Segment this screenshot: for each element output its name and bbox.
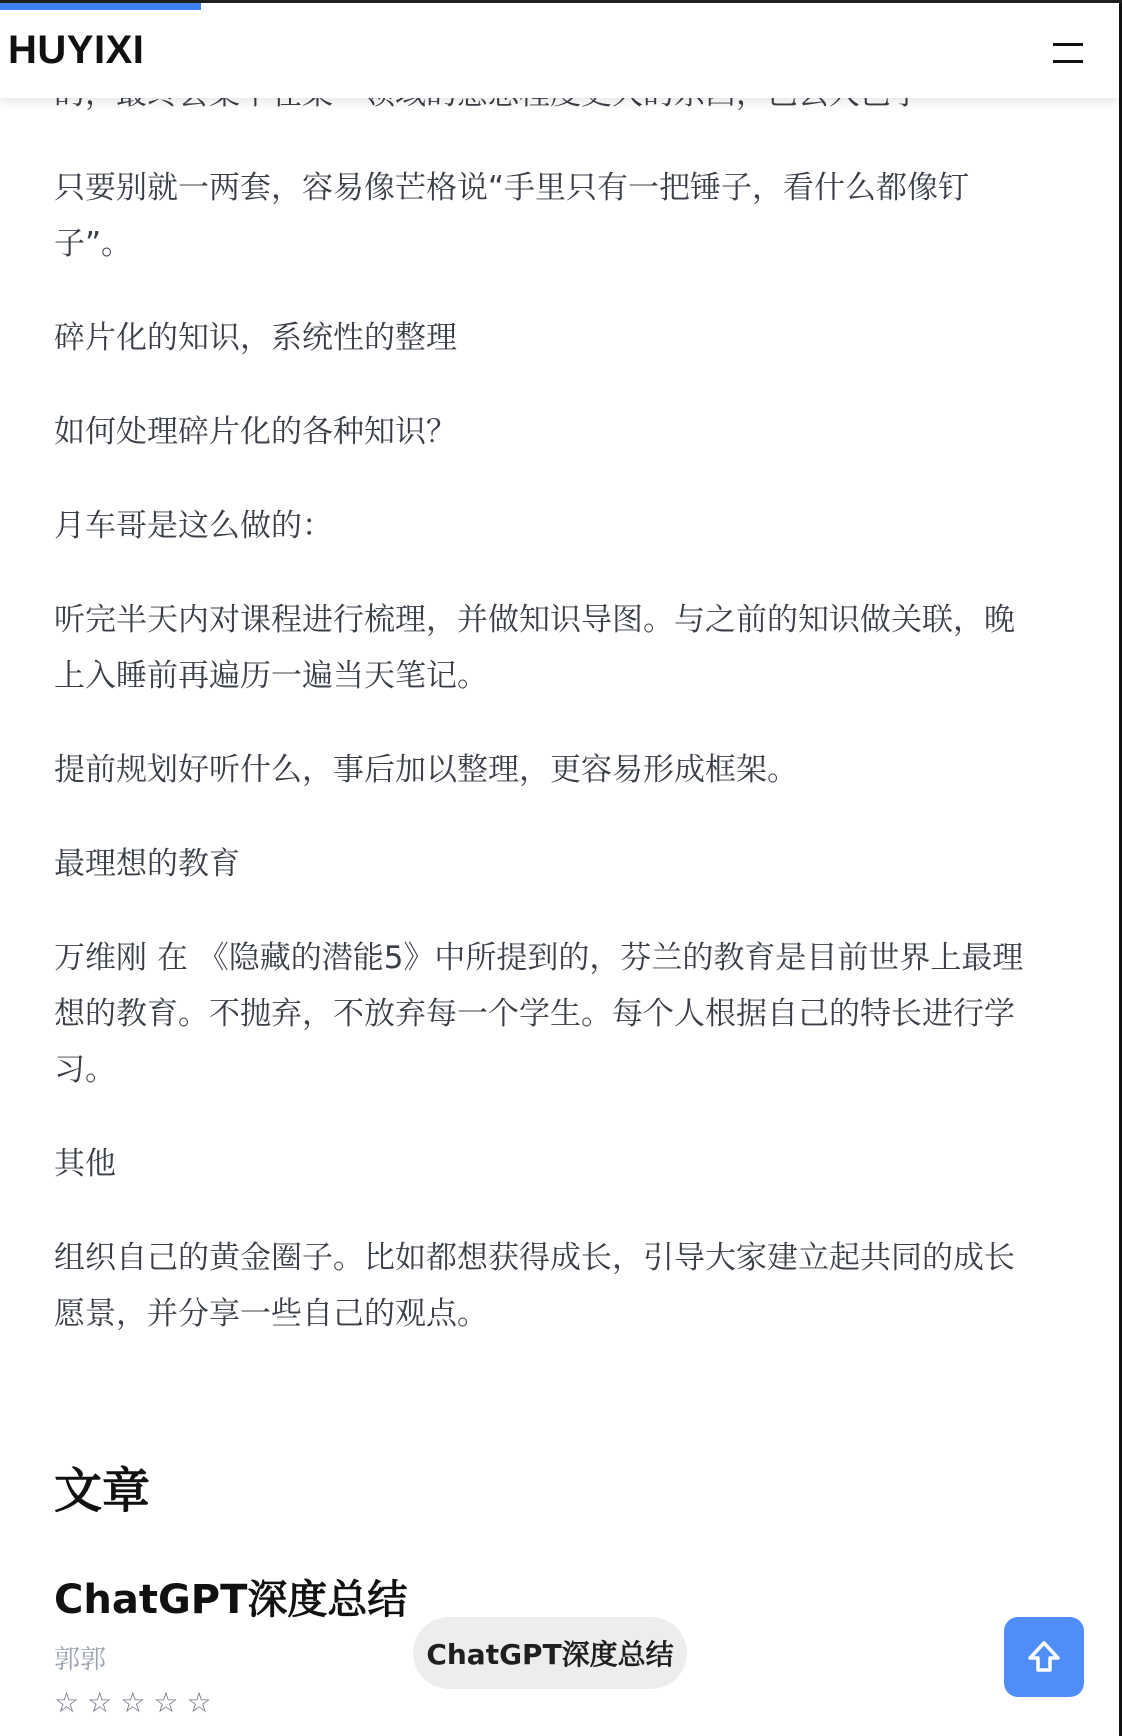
star-icon[interactable]: ☆ (87, 1686, 121, 1719)
star-icon[interactable]: ☆ (153, 1686, 187, 1719)
site-header (0, 10, 1119, 98)
site-logo[interactable]: HUYIXI (8, 28, 145, 72)
reading-progress-fill (0, 3, 201, 10)
paragraph: 万维刚 在 《隐藏的潜能5》中所提到的，芬兰的教育是目前世界上最理想的教育。不抛弃，不放弃每一个学生。每个人根据自己的特长进行学习。 (54, 940, 1024, 1088)
back-to-top-button[interactable] (1004, 1617, 1084, 1697)
star-icon[interactable]: ☆ (186, 1686, 220, 1719)
floating-article-pill[interactable]: ChatGPT深度总结 (413, 1617, 687, 1689)
paragraph-heading: 碎片化的知识，系统性的整理 (54, 320, 457, 356)
paragraph: 如何处理碎片化的各种知识？ (54, 414, 457, 450)
paragraph: 只要别就一两套，容易像芒格说“手里只有一把锤子，看什么都像钉子”。 (54, 170, 970, 262)
rating-stars (54, 1686, 754, 1719)
paragraph: 组织自己的黄金圈子。比如都想获得成长，引导大家建立起共同的成长愿景，并分享一些自己的观点。 (54, 1240, 1015, 1332)
article-card-author: 郭郭 (54, 1645, 107, 1675)
star-icon[interactable]: ☆ (120, 1686, 154, 1719)
article-body (54, 160, 1044, 1380)
menu-button[interactable] (1046, 30, 1090, 70)
star-icon[interactable]: ☆ (54, 1686, 88, 1719)
paragraph: 月车哥是这么做的： (54, 508, 333, 544)
arrow-up-icon (1024, 1637, 1064, 1677)
paragraph: 听完半天内对课程进行梳理，并做知识导图。与之前的知识做关联，晚上入睡前再遍历一遍当天笔记。 (54, 602, 1015, 694)
window-top-edge (0, 0, 1122, 3)
paragraph-heading: 其他 (54, 1146, 116, 1182)
paragraph-heading: 最理想的教育 (54, 846, 240, 882)
paragraph: 提前规划好听什么，事后加以整理，更容易形成框架。 (54, 752, 798, 788)
articles-section-title: 文章 (54, 1463, 151, 1519)
reading-progress-bar (0, 3, 1119, 10)
article-card-title[interactable]: ChatGPT深度总结 (54, 1577, 408, 1623)
